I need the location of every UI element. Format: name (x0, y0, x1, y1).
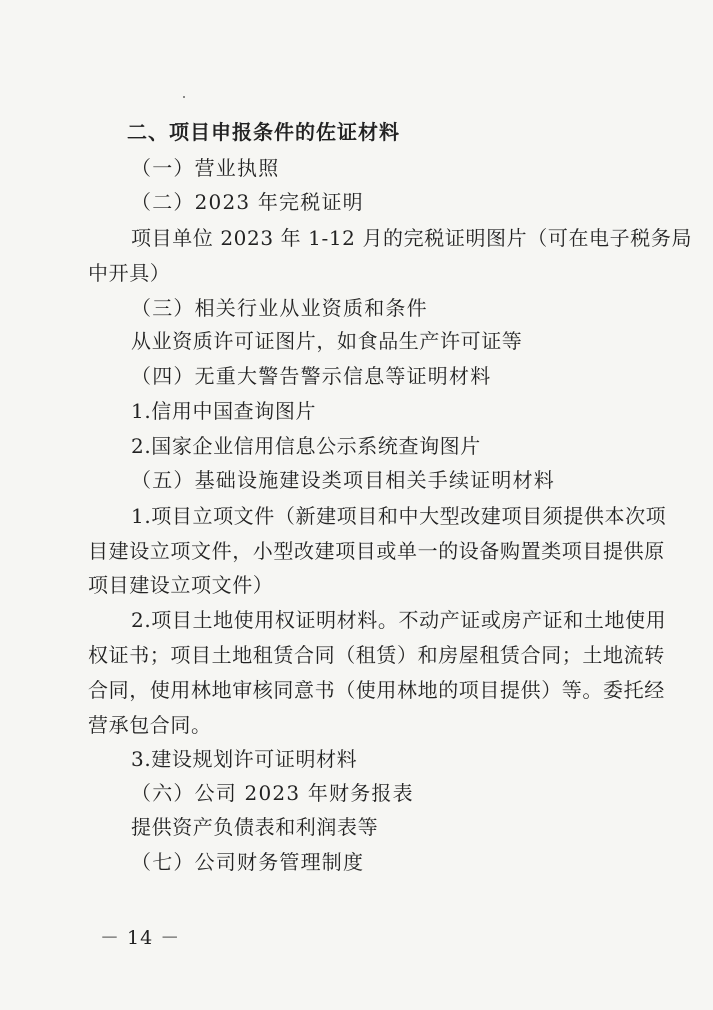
section-heading: 二、项目申报条件的佐证材料 (127, 120, 400, 144)
paragraph-line: 3.建设规划许可证明材料 (131, 747, 358, 771)
subsection-6: （六）公司 2023 年财务报表 (131, 781, 414, 805)
subsection-5: （五）基础设施建设类项目相关手续证明材料 (131, 468, 555, 492)
subsection-7: （七）公司财务管理制度 (131, 850, 365, 874)
paragraph-line: 项目建设立项文件） (88, 573, 274, 597)
page-number: － 14 － (100, 927, 181, 949)
paragraph-line: 营承包合同。 (88, 713, 212, 737)
subsection-4: （四）无重大警告警示信息等证明材料 (131, 364, 492, 388)
paragraph-line: 合同，使用林地审核同意书（使用林地的项目提供）等。委托经 (88, 678, 665, 702)
subsection-3: （三）相关行业从业资质和条件 (131, 296, 428, 320)
subsection-2: （二）2023 年完税证明 (131, 190, 364, 214)
paragraph-line: 中开具） (88, 261, 171, 285)
scan-speck (183, 96, 185, 98)
paragraph-line: 提供资产负债表和利润表等 (131, 815, 379, 839)
paragraph-line: 2.项目土地使用权证明材料。不动产证或房产证和土地使用 (131, 608, 667, 632)
paragraph-line: 1.项目立项文件（新建项目和中大型改建项目须提供本次项 (131, 504, 667, 528)
subsection-1: （一）营业执照 (131, 156, 280, 180)
paragraph-line: 从业资质许可证图片，如食品生产许可证等 (131, 329, 523, 353)
paragraph-line: 2.国家企业信用信息公示系统查询图片 (131, 434, 481, 458)
paragraph-line: 权证书；项目土地租赁合同（租赁）和房屋租赁合同；土地流转 (88, 643, 665, 667)
paragraph-line: 目建设立项文件，小型改建项目或单一的设备购置类项目提供原 (88, 539, 665, 563)
paragraph-line: 1.信用中国查询图片 (131, 399, 317, 423)
paragraph-line: 项目单位 2023 年 1-12 月的完税证明图片（可在电子税务局 (131, 226, 693, 250)
